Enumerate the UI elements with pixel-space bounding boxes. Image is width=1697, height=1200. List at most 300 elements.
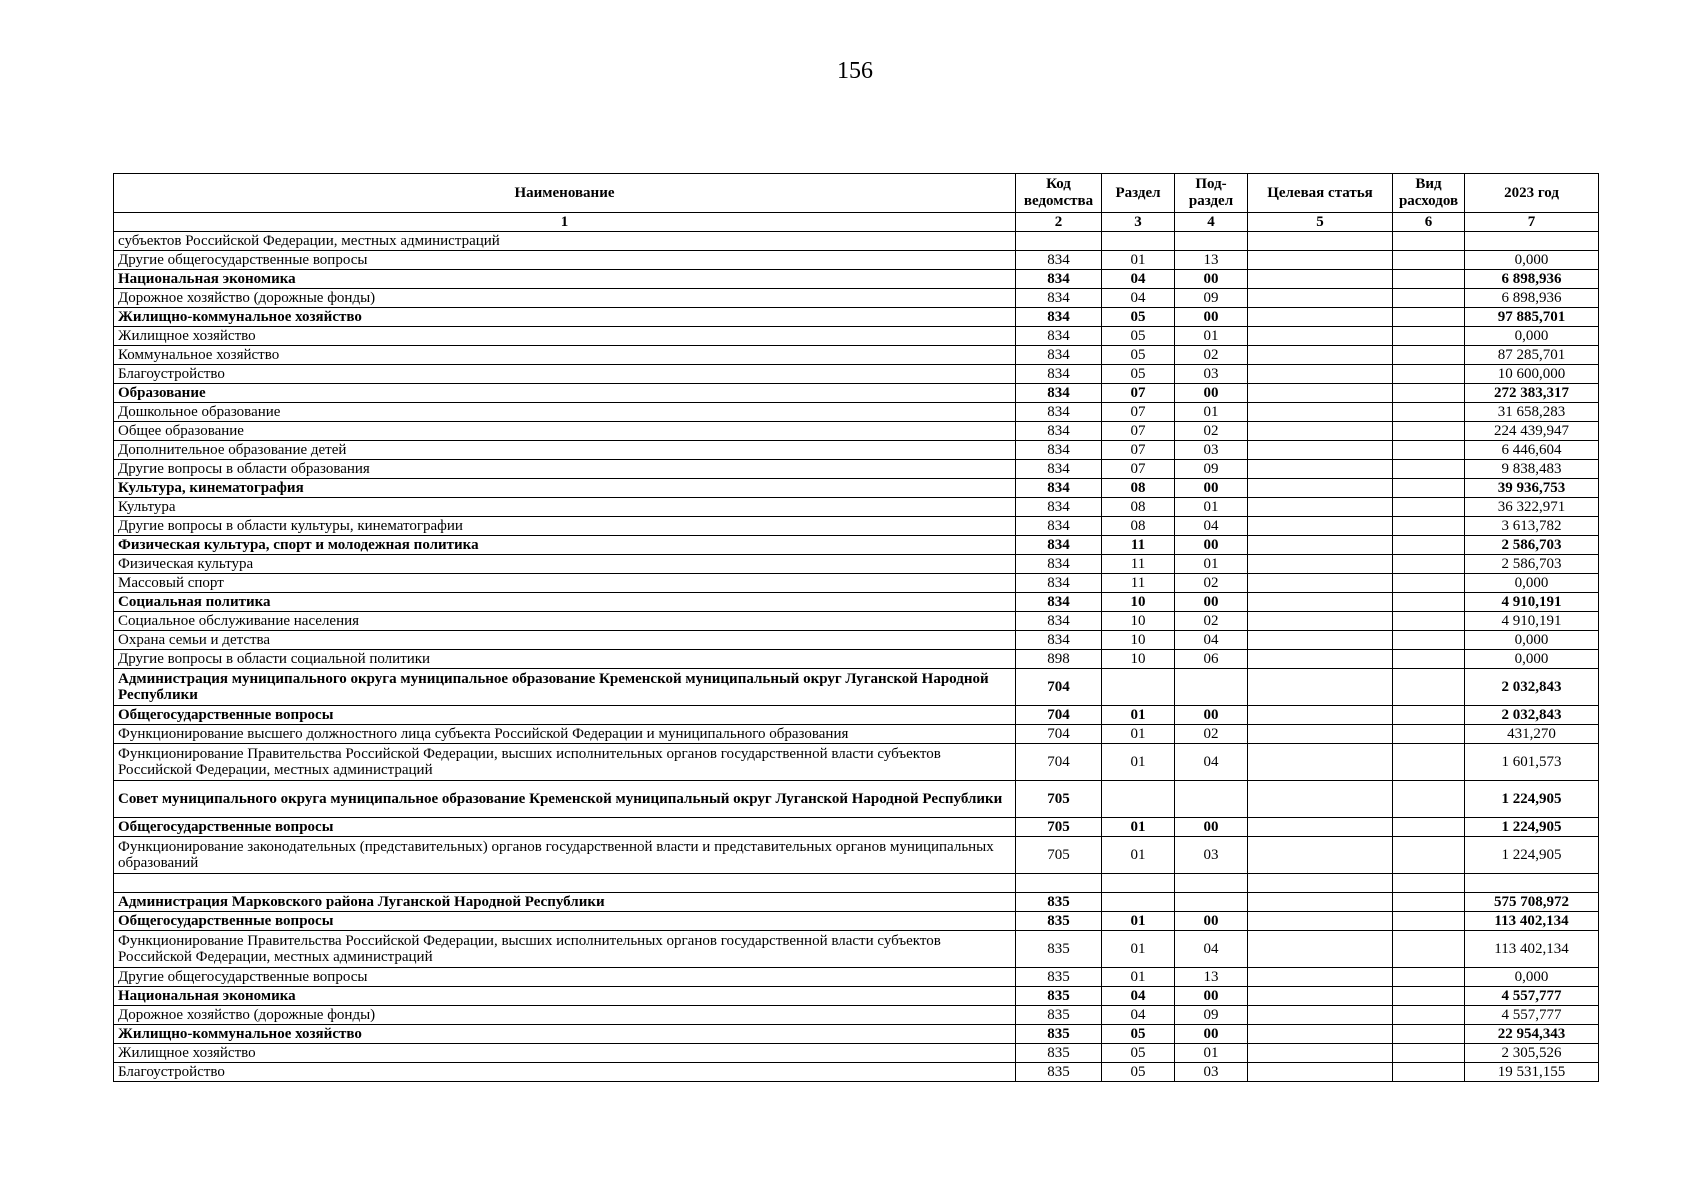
- table-row: [114, 460, 1599, 479]
- row-expense-type: [1393, 874, 1465, 893]
- row-name: Администрация Марковского района Луганской Народной Республики: [114, 893, 1016, 912]
- column-number: 7: [1465, 213, 1599, 232]
- row-dept-code: 704: [1016, 706, 1102, 725]
- row-expense-type: [1393, 781, 1465, 818]
- table-row: [114, 725, 1599, 744]
- table-row: [114, 987, 1599, 1006]
- row-amount: 2 032,843: [1465, 669, 1599, 706]
- table-row: [114, 669, 1599, 706]
- row-section: 01: [1102, 912, 1175, 931]
- row-name: Физическая культура, спорт и молодежная политика: [114, 536, 1016, 555]
- row-dept-code: 835: [1016, 1063, 1102, 1082]
- row-amount: 31 658,283: [1465, 403, 1599, 422]
- row-name: Жилищно-коммунальное хозяйство: [114, 1025, 1016, 1044]
- row-name: субъектов Российской Федерации, местных администраций: [114, 232, 1016, 251]
- row-target: [1248, 498, 1393, 517]
- row-target: [1248, 669, 1393, 706]
- row-expense-type: [1393, 744, 1465, 781]
- table-row: [114, 931, 1599, 968]
- table-row: [114, 744, 1599, 781]
- row-target: [1248, 365, 1393, 384]
- table-row: [114, 968, 1599, 987]
- row-subsection: 04: [1175, 744, 1248, 781]
- table-row: [114, 650, 1599, 669]
- table-row: [114, 422, 1599, 441]
- row-expense-type: [1393, 1044, 1465, 1063]
- header-expense-type: Вид расходов: [1393, 174, 1465, 213]
- row-expense-type: [1393, 987, 1465, 1006]
- row-amount: 4 557,777: [1465, 987, 1599, 1006]
- table-row: [114, 893, 1599, 912]
- row-amount: 113 402,134: [1465, 912, 1599, 931]
- row-section: 01: [1102, 706, 1175, 725]
- row-subsection: 00: [1175, 270, 1248, 289]
- row-expense-type: [1393, 289, 1465, 308]
- row-amount: 0,000: [1465, 251, 1599, 270]
- row-target: [1248, 1063, 1393, 1082]
- row-subsection: 03: [1175, 837, 1248, 874]
- row-target: [1248, 631, 1393, 650]
- row-section: 01: [1102, 968, 1175, 987]
- table-row: [114, 308, 1599, 327]
- row-target: [1248, 1044, 1393, 1063]
- row-dept-code: 835: [1016, 1025, 1102, 1044]
- row-amount: 97 885,701: [1465, 308, 1599, 327]
- row-amount: 6 898,936: [1465, 270, 1599, 289]
- row-name: Социальная политика: [114, 593, 1016, 612]
- row-dept-code: 835: [1016, 1044, 1102, 1063]
- table-row: [114, 1025, 1599, 1044]
- table-row: [114, 365, 1599, 384]
- row-dept-code: 834: [1016, 403, 1102, 422]
- row-section: 04: [1102, 289, 1175, 308]
- row-name: Массовый спорт: [114, 574, 1016, 593]
- row-name: Жилищное хозяйство: [114, 327, 1016, 346]
- row-dept-code: 834: [1016, 612, 1102, 631]
- row-section: 01: [1102, 725, 1175, 744]
- row-target: [1248, 837, 1393, 874]
- row-dept-code: 834: [1016, 365, 1102, 384]
- row-subsection: 09: [1175, 1006, 1248, 1025]
- row-section: 05: [1102, 327, 1175, 346]
- row-dept-code: 705: [1016, 781, 1102, 818]
- row-dept-code: 705: [1016, 818, 1102, 837]
- row-name: Национальная экономика: [114, 270, 1016, 289]
- row-expense-type: [1393, 706, 1465, 725]
- row-expense-type: [1393, 931, 1465, 968]
- row-target: [1248, 818, 1393, 837]
- row-target: [1248, 1025, 1393, 1044]
- row-amount: 2 032,843: [1465, 706, 1599, 725]
- row-expense-type: [1393, 631, 1465, 650]
- row-target: [1248, 725, 1393, 744]
- row-section: [1102, 874, 1175, 893]
- row-target: [1248, 422, 1393, 441]
- row-target: [1248, 650, 1393, 669]
- row-expense-type: [1393, 669, 1465, 706]
- row-expense-type: [1393, 650, 1465, 669]
- row-target: [1248, 987, 1393, 1006]
- row-name: Жилищно-коммунальное хозяйство: [114, 308, 1016, 327]
- row-name: Культура, кинематография: [114, 479, 1016, 498]
- row-subsection: 01: [1175, 1044, 1248, 1063]
- row-target: [1248, 744, 1393, 781]
- row-section: 10: [1102, 650, 1175, 669]
- page-number: 156: [837, 58, 873, 84]
- row-subsection: 02: [1175, 612, 1248, 631]
- row-subsection: 01: [1175, 327, 1248, 346]
- row-dept-code: 834: [1016, 498, 1102, 517]
- row-dept-code: 834: [1016, 460, 1102, 479]
- row-section: 08: [1102, 498, 1175, 517]
- row-name: Национальная экономика: [114, 987, 1016, 1006]
- row-dept-code: 835: [1016, 931, 1102, 968]
- row-dept-code: [1016, 232, 1102, 251]
- table-row: [114, 612, 1599, 631]
- row-subsection: 01: [1175, 555, 1248, 574]
- table-row: [114, 232, 1599, 251]
- row-subsection: 03: [1175, 1063, 1248, 1082]
- row-expense-type: [1393, 270, 1465, 289]
- table-row: [114, 384, 1599, 403]
- row-section: [1102, 669, 1175, 706]
- row-expense-type: [1393, 1025, 1465, 1044]
- table-row: [114, 1063, 1599, 1082]
- row-target: [1248, 327, 1393, 346]
- row-subsection: 00: [1175, 1025, 1248, 1044]
- row-expense-type: [1393, 251, 1465, 270]
- row-name: Функционирование Правительства Российской Федерации, высших исполнительных органов государственной власти субъектов Российской Федерации, местных администраций: [114, 931, 1016, 968]
- table-row: [114, 781, 1599, 818]
- row-amount: 2 586,703: [1465, 536, 1599, 555]
- row-target: [1248, 893, 1393, 912]
- table-row: [114, 251, 1599, 270]
- row-target: [1248, 612, 1393, 631]
- row-target: [1248, 403, 1393, 422]
- row-section: 08: [1102, 517, 1175, 536]
- row-dept-code: 834: [1016, 479, 1102, 498]
- row-section: 11: [1102, 536, 1175, 555]
- row-dept-code: 704: [1016, 744, 1102, 781]
- row-dept-code: 834: [1016, 555, 1102, 574]
- table-row: [114, 498, 1599, 517]
- row-target: [1248, 593, 1393, 612]
- table-row: [114, 593, 1599, 612]
- row-amount: 1 224,905: [1465, 781, 1599, 818]
- row-dept-code: 834: [1016, 384, 1102, 403]
- row-amount: 113 402,134: [1465, 931, 1599, 968]
- row-name: Благоустройство: [114, 365, 1016, 384]
- row-amount: 87 285,701: [1465, 346, 1599, 365]
- row-amount: [1465, 232, 1599, 251]
- row-subsection: [1175, 669, 1248, 706]
- row-subsection: 03: [1175, 365, 1248, 384]
- row-section: 05: [1102, 365, 1175, 384]
- row-name: Дошкольное образование: [114, 403, 1016, 422]
- table-row: [114, 555, 1599, 574]
- row-name: Функционирование законодательных (представительных) органов государственной власти и представительных органов муниципальных образований: [114, 837, 1016, 874]
- table-row: [114, 1006, 1599, 1025]
- table-row: [114, 837, 1599, 874]
- row-subsection: [1175, 874, 1248, 893]
- row-target: [1248, 479, 1393, 498]
- budget-table: [113, 173, 1599, 1082]
- row-name: Благоустройство: [114, 1063, 1016, 1082]
- row-subsection: [1175, 232, 1248, 251]
- header-section: Раздел: [1102, 174, 1175, 213]
- row-name: Образование: [114, 384, 1016, 403]
- row-name: Функционирование высшего должностного лица субъекта Российской Федерации и муниципального образования: [114, 725, 1016, 744]
- row-dept-code: 834: [1016, 327, 1102, 346]
- row-expense-type: [1393, 403, 1465, 422]
- row-target: [1248, 308, 1393, 327]
- row-name: Культура: [114, 498, 1016, 517]
- table-row: [114, 706, 1599, 725]
- row-subsection: 01: [1175, 498, 1248, 517]
- row-section: 10: [1102, 631, 1175, 650]
- row-amount: 10 600,000: [1465, 365, 1599, 384]
- row-subsection: 04: [1175, 931, 1248, 968]
- row-expense-type: [1393, 555, 1465, 574]
- row-name: Дорожное хозяйство (дорожные фонды): [114, 1006, 1016, 1025]
- row-subsection: 06: [1175, 650, 1248, 669]
- row-dept-code: 834: [1016, 270, 1102, 289]
- row-name: Другие вопросы в области образования: [114, 460, 1016, 479]
- row-subsection: 00: [1175, 912, 1248, 931]
- row-subsection: 00: [1175, 536, 1248, 555]
- row-name: Дополнительное образование детей: [114, 441, 1016, 460]
- column-number: 1: [114, 213, 1016, 232]
- row-amount: 272 383,317: [1465, 384, 1599, 403]
- row-target: [1248, 270, 1393, 289]
- table-row: [114, 403, 1599, 422]
- row-amount: 6 446,604: [1465, 441, 1599, 460]
- row-name: Другие вопросы в области культуры, кинематографии: [114, 517, 1016, 536]
- row-section: 10: [1102, 612, 1175, 631]
- row-amount: 575 708,972: [1465, 893, 1599, 912]
- row-expense-type: [1393, 460, 1465, 479]
- row-expense-type: [1393, 574, 1465, 593]
- row-expense-type: [1393, 612, 1465, 631]
- header-year: 2023 год: [1465, 174, 1599, 213]
- row-expense-type: [1393, 912, 1465, 931]
- row-target: [1248, 536, 1393, 555]
- row-dept-code: 834: [1016, 536, 1102, 555]
- row-amount: 224 439,947: [1465, 422, 1599, 441]
- row-name: Совет муниципального округа муниципальное образование Кременской муниципальный округ Луганской Народной Республики: [114, 781, 1016, 818]
- row-amount: 36 322,971: [1465, 498, 1599, 517]
- row-subsection: 00: [1175, 479, 1248, 498]
- row-amount: 4 910,191: [1465, 593, 1599, 612]
- row-dept-code: 835: [1016, 912, 1102, 931]
- header-dept-code: Код ведомства: [1016, 174, 1102, 213]
- row-section: 07: [1102, 384, 1175, 403]
- row-dept-code: 835: [1016, 1006, 1102, 1025]
- row-subsection: 04: [1175, 517, 1248, 536]
- row-dept-code: 834: [1016, 422, 1102, 441]
- row-amount: 1 224,905: [1465, 818, 1599, 837]
- row-dept-code: 834: [1016, 308, 1102, 327]
- row-name: Общегосударственные вопросы: [114, 912, 1016, 931]
- row-section: 07: [1102, 441, 1175, 460]
- row-section: 05: [1102, 1044, 1175, 1063]
- row-section: 05: [1102, 1025, 1175, 1044]
- table-row: [114, 874, 1599, 893]
- row-expense-type: [1393, 441, 1465, 460]
- row-amount: 4 557,777: [1465, 1006, 1599, 1025]
- row-expense-type: [1393, 1006, 1465, 1025]
- row-section: [1102, 781, 1175, 818]
- row-subsection: 02: [1175, 346, 1248, 365]
- row-section: 01: [1102, 744, 1175, 781]
- row-section: 05: [1102, 308, 1175, 327]
- row-name: Функционирование Правительства Российской Федерации, высших исполнительных органов государственной власти субъектов Российской Федерации, местных администраций: [114, 744, 1016, 781]
- row-dept-code: 834: [1016, 593, 1102, 612]
- row-target: [1248, 912, 1393, 931]
- row-expense-type: [1393, 517, 1465, 536]
- row-dept-code: 834: [1016, 251, 1102, 270]
- row-name: Физическая культура: [114, 555, 1016, 574]
- row-section: 01: [1102, 931, 1175, 968]
- column-number-row: [114, 213, 1599, 232]
- row-amount: 0,000: [1465, 327, 1599, 346]
- row-amount: 3 613,782: [1465, 517, 1599, 536]
- row-amount: 0,000: [1465, 968, 1599, 987]
- row-subsection: 00: [1175, 706, 1248, 725]
- row-amount: [1465, 874, 1599, 893]
- row-section: 11: [1102, 555, 1175, 574]
- row-target: [1248, 781, 1393, 818]
- row-amount: 6 898,936: [1465, 289, 1599, 308]
- row-name: Охрана семьи и детства: [114, 631, 1016, 650]
- header-subsection: Под-раздел: [1175, 174, 1248, 213]
- row-name: Другие вопросы в области социальной политики: [114, 650, 1016, 669]
- table-row: [114, 536, 1599, 555]
- row-expense-type: [1393, 968, 1465, 987]
- row-name: Общегосударственные вопросы: [114, 706, 1016, 725]
- row-amount: 431,270: [1465, 725, 1599, 744]
- row-target: [1248, 289, 1393, 308]
- row-target: [1248, 517, 1393, 536]
- row-expense-type: [1393, 365, 1465, 384]
- row-amount: 39 936,753: [1465, 479, 1599, 498]
- header-name: Наименование: [114, 174, 1016, 213]
- row-expense-type: [1393, 725, 1465, 744]
- table-row: [114, 631, 1599, 650]
- row-amount: 1 601,573: [1465, 744, 1599, 781]
- row-subsection: 00: [1175, 987, 1248, 1006]
- row-target: [1248, 706, 1393, 725]
- row-amount: 22 954,343: [1465, 1025, 1599, 1044]
- row-dept-code: 898: [1016, 650, 1102, 669]
- row-name: Дорожное хозяйство (дорожные фонды): [114, 289, 1016, 308]
- row-dept-code: 834: [1016, 574, 1102, 593]
- row-section: [1102, 232, 1175, 251]
- row-subsection: 01: [1175, 403, 1248, 422]
- row-name: Общегосударственные вопросы: [114, 818, 1016, 837]
- table-row: [114, 346, 1599, 365]
- row-expense-type: [1393, 893, 1465, 912]
- row-subsection: 00: [1175, 384, 1248, 403]
- row-target: [1248, 968, 1393, 987]
- column-number: 5: [1248, 213, 1393, 232]
- row-dept-code: [1016, 874, 1102, 893]
- row-expense-type: [1393, 346, 1465, 365]
- row-subsection: 00: [1175, 818, 1248, 837]
- row-subsection: 13: [1175, 968, 1248, 987]
- row-section: 07: [1102, 460, 1175, 479]
- row-amount: 0,000: [1465, 650, 1599, 669]
- row-dept-code: 834: [1016, 441, 1102, 460]
- row-amount: 1 224,905: [1465, 837, 1599, 874]
- table-row: [114, 574, 1599, 593]
- row-section: 07: [1102, 422, 1175, 441]
- header-row: [114, 174, 1599, 213]
- row-subsection: 04: [1175, 631, 1248, 650]
- table-row: [114, 270, 1599, 289]
- row-target: [1248, 874, 1393, 893]
- column-number: 3: [1102, 213, 1175, 232]
- row-subsection: 09: [1175, 460, 1248, 479]
- table-body: [114, 232, 1599, 1082]
- row-subsection: 09: [1175, 289, 1248, 308]
- row-section: 04: [1102, 270, 1175, 289]
- row-expense-type: [1393, 232, 1465, 251]
- row-section: 07: [1102, 403, 1175, 422]
- row-dept-code: 834: [1016, 289, 1102, 308]
- table-row: [114, 441, 1599, 460]
- row-expense-type: [1393, 422, 1465, 441]
- table-row: [114, 327, 1599, 346]
- row-target: [1248, 574, 1393, 593]
- row-section: 01: [1102, 251, 1175, 270]
- table-row: [114, 289, 1599, 308]
- table-row: [114, 912, 1599, 931]
- row-section: [1102, 893, 1175, 912]
- row-dept-code: 834: [1016, 517, 1102, 536]
- row-dept-code: 834: [1016, 346, 1102, 365]
- row-amount: 0,000: [1465, 574, 1599, 593]
- header-target: Целевая статья: [1248, 174, 1393, 213]
- row-target: [1248, 384, 1393, 403]
- row-target: [1248, 232, 1393, 251]
- row-subsection: 00: [1175, 593, 1248, 612]
- row-target: [1248, 441, 1393, 460]
- row-expense-type: [1393, 818, 1465, 837]
- row-section: 01: [1102, 837, 1175, 874]
- row-subsection: 00: [1175, 308, 1248, 327]
- row-subsection: 03: [1175, 441, 1248, 460]
- row-dept-code: 704: [1016, 725, 1102, 744]
- row-name: Коммунальное хозяйство: [114, 346, 1016, 365]
- row-expense-type: [1393, 308, 1465, 327]
- row-expense-type: [1393, 536, 1465, 555]
- row-subsection: 02: [1175, 574, 1248, 593]
- row-subsection: [1175, 781, 1248, 818]
- table-row: [114, 818, 1599, 837]
- row-expense-type: [1393, 498, 1465, 517]
- row-name: Социальное обслуживание населения: [114, 612, 1016, 631]
- row-dept-code: 834: [1016, 631, 1102, 650]
- table-row: [114, 1044, 1599, 1063]
- row-section: 11: [1102, 574, 1175, 593]
- row-subsection: 02: [1175, 422, 1248, 441]
- row-name: Администрация муниципального округа муниципальное образование Кременской муниципальный округ Луганской Народной Республики: [114, 669, 1016, 706]
- column-number: 6: [1393, 213, 1465, 232]
- row-target: [1248, 931, 1393, 968]
- row-expense-type: [1393, 593, 1465, 612]
- row-section: 04: [1102, 1006, 1175, 1025]
